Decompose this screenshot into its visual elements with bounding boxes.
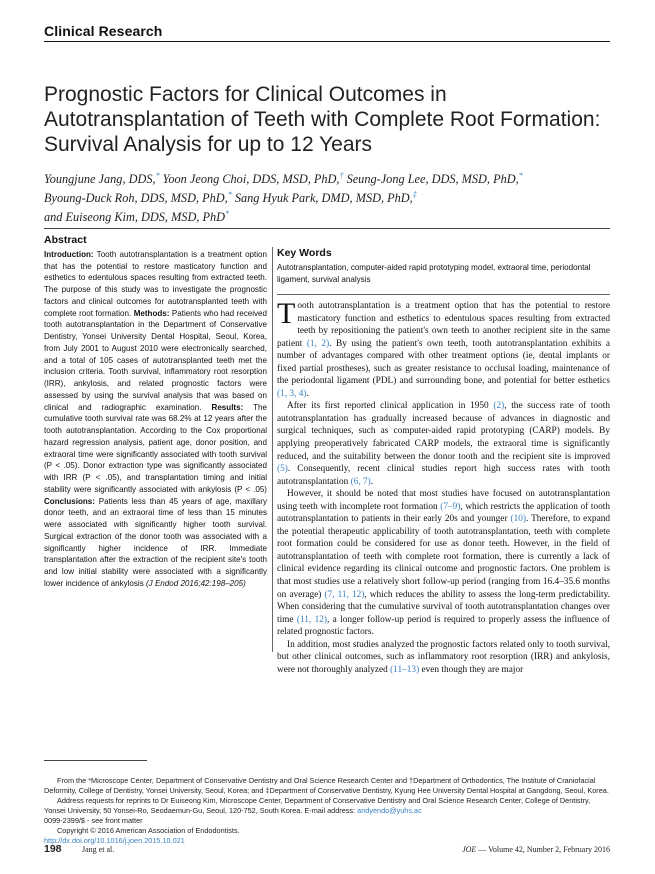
affiliations-note: From the *Microscope Center, Department of Conservative Dentistry and Oral Science Research Center and †Department of Orthodontics, The Institute of Craniofacial Deformity, College of Dentistry, Yonsei University, Seoul, Korea; and ‡Department of Conservative Dentistry, Kyung Hee University Dental Hospital at Gangdong, Seoul, Korea.	[44, 776, 609, 795]
page-number: 198	[44, 843, 62, 855]
keywords-heading: Key Words	[277, 247, 332, 259]
body-text: . By using the patient's own teeth, tooth autotransplantation exhibits a number of advantages compared with other treatment options (ie, dental implants or fixed partial prostheses), such as greater resistance to occlusal loading, maintenance of the periodontal ligament (PDL) and surrounding bone, and potential for better esthetics	[277, 338, 610, 387]
issn-note: 0099-2399/$ - see front matter	[44, 815, 143, 825]
address-text: Address requests for reprints to Dr Euiseong Kim, Microscope Center, Department of Conservative Dentistry and Oral Science Research Center, College of Dentistry, Yonsei University, 50 Yonsei-Ro, Seodaemun-Gu, Seoul, 120-752, South Korea. E-mail address:	[44, 795, 591, 815]
citation-link[interactable]: (7–9)	[440, 501, 461, 512]
abstract-text	[44, 249, 267, 590]
page-footer	[44, 843, 610, 857]
author-name: Sang Hyuk Park, DMD, MSD, PhD,	[234, 191, 413, 206]
body-paragraph	[277, 400, 610, 488]
author-name: Byoung-Duck Roh, DDS, MSD, PhD,	[44, 191, 228, 206]
email-link[interactable]: andyendo@yuhs.ac	[357, 805, 422, 815]
body-text: even though they are major	[419, 664, 524, 675]
abstract-heading: Abstract	[44, 234, 87, 246]
affiliation-mark: *	[155, 171, 160, 180]
doi-link[interactable]: http://dx.doi.org/10.1016/j.joen.2015.10.021	[44, 835, 185, 845]
body-text: . Consequently, recent clinical studies report high success rates with tooth autotransplantation	[277, 464, 610, 487]
section-label: Clinical Research	[44, 23, 163, 39]
body-text: . Therefore, to expand the potential therapeutic applicability of tooth autotransplantation, teeth with complete root formation could be considered for use as donor teeth. However, in the field of autotransplantation of teeth with complete root formation, there is currently a lack of clinical evidence regarding its clinical outcome and prognostic factors. One problem is that most studies use a relatively short follow-up period (ranging from 16.4–35.6 months on average)	[277, 514, 610, 600]
author-name: Seung-Jong Lee, DDS, MSD, PhD,	[346, 172, 519, 187]
journal-info	[462, 845, 610, 854]
citation-link[interactable]: (5)	[277, 464, 288, 475]
article-body	[277, 297, 610, 676]
footnote-rule	[44, 760, 147, 761]
conclusions-text: Patients less than 45 years of age, maxillary donor teeth, and an extraoral time of less than 15 minutes were associated with significantly higher tooth survival. Surgical extraction of the donor tooth was associated with a significantly higher incidence of IRR. Immediate transplantation after the extraction of the recipient site's tooth and low initial stability were associated with a significantly lower incidence of ankylosis	[44, 496, 267, 588]
author-name: and Euiseong Kim, DDS, MSD, PhD	[44, 210, 226, 225]
citation-link[interactable]: (11–13)	[390, 664, 420, 675]
abstract-citation: (J Endod 2016;42:198–205)	[146, 578, 246, 588]
conclusions-label: Conclusions:	[44, 496, 95, 506]
affiliation-mark: *	[518, 171, 523, 180]
keywords	[277, 247, 610, 285]
affiliation-mark: *	[225, 209, 230, 219]
body-paragraph	[277, 639, 610, 677]
body-text: However, it should be noted that most studies have focused on autotransplantation using teeth with incomplete root formation	[277, 489, 610, 512]
citation-link[interactable]: (1, 2)	[306, 338, 330, 349]
citation-link[interactable]: (11, 12)	[296, 614, 327, 625]
results-label: Results:	[211, 402, 244, 412]
citation-link[interactable]: (6, 7)	[350, 476, 371, 487]
body-paragraph	[277, 297, 610, 400]
drop-cap: T	[277, 297, 296, 330]
body-text: .	[306, 388, 309, 399]
keywords-text: Autotransplantation, computer-aided rapid prototyping model, extraoral time, periodontal ligament, survival analysis	[277, 263, 591, 284]
body-text: , which reduces the ability to assess the long-term predictability. When considering that the cumulative survival of tooth autotransplantation changes over time	[277, 589, 610, 625]
affiliation-mark: *	[227, 190, 232, 200]
results-text: The cumulative tooth survival rate was 68.2% at 12 years after the tooth autotransplantation. According to the Cox proportional hazard regression analysis, patient age, donor position, and extraoral time were significantly associated with tooth survival (P < .05). Donor extraction type was significantly associated with IRR (P < .05), and transplantation timing and initial stability were significantly associated with ankylosis (P < .05)	[44, 402, 267, 494]
body-text: , the success rate of tooth autotransplantation has gradually increased because of advances in diagnostic and surgical techniques, such as computer-aided rapid prototyping (CARP) models. By applying preoperatively fabricated CARP models, the extraoral time is significantly reduced, and the suitability between the donor tooth and the recipient site is improved	[277, 401, 610, 462]
column-divider	[272, 247, 273, 652]
body-text: After its first reported clinical application in 1950	[287, 401, 494, 412]
body-text: .	[370, 476, 374, 487]
address-note	[44, 796, 610, 816]
intro-label: Introduction:	[44, 249, 94, 259]
keywords-rule	[277, 294, 610, 295]
affiliation-mark: †	[339, 171, 344, 180]
authors-rule	[44, 228, 610, 229]
journal-name: JOE	[462, 845, 477, 854]
running-head: Jang et al.	[82, 845, 115, 854]
body-text: , a longer follow-up period is required to properly assess the influence of related prognostic factors.	[277, 614, 610, 638]
citation-link[interactable]: (10)	[510, 514, 526, 525]
body-paragraph	[277, 488, 610, 639]
article-title: Prognostic Factors for Clinical Outcomes in Autotransplantation of Teeth with Complete Root Formation: Survival Analysis for up to 12 Years	[44, 83, 601, 156]
body-text: In addition, most studies analyzed the prognostic factors related only to tooth survival, but other clinical outcomes, such as inflammatory root resorption (IRR) and ankylosis, were not thoroughly analyzed	[277, 639, 610, 675]
author-name: Youngjune Jang, DDS,	[44, 172, 156, 187]
citation-link[interactable]: (1, 3, 4)	[277, 388, 307, 399]
citation-link[interactable]: (2)	[493, 401, 505, 412]
methods-text: Patients who had received tooth autotransplantation in the Department of Conservative Dentistry, Yonsei University Dental Hospital, Seoul, Korea, from July 2001 to August 2010 were electronically searched, and a total of 105 cases of autotransplanted teeth met the inclusion criteria. Tooth survival, inflammatory root resorption (IRR), ankylosis, and related prognostic factors were assessed by using the survival analysis that was based on clinical and radiographic examination.	[44, 308, 267, 412]
footnotes	[44, 776, 610, 846]
intro-text: Tooth autotransplantation is a treatment option that has the potential to restore masticatory function and esthetics to edentulous spaces resulting from extracted teeth. The purpose of this study was to investigate the prognostic factors and clinical outcomes for autotransplanted teeth with complete root formation.	[44, 249, 268, 318]
issue-info: — Volume 42, Number 2, February 2016	[476, 845, 610, 854]
abstract	[44, 235, 267, 590]
body-text: , which restricts the application of tooth autotransplantation to patients in their early 20s and younger	[277, 501, 610, 525]
author-name: Yoon Jeong Choi, DDS, MSD, PhD,	[162, 172, 340, 187]
methods-label: Methods:	[133, 308, 170, 318]
body-text: ooth autotransplantation is a treatment option that has the potential to restore masticatory function and esthetics to edentulous spaces resulting from extracted teeth by repositioning the patient's own teeth to another recipient site in the same patient	[277, 301, 610, 349]
author-list	[44, 168, 610, 225]
header-rule	[44, 41, 610, 42]
citation-link[interactable]: (7, 11, 12)	[324, 589, 365, 600]
copyright-note: Copyright © 2016 American Association of Endodontists.	[57, 825, 240, 835]
affiliation-mark: ‡	[412, 190, 417, 200]
